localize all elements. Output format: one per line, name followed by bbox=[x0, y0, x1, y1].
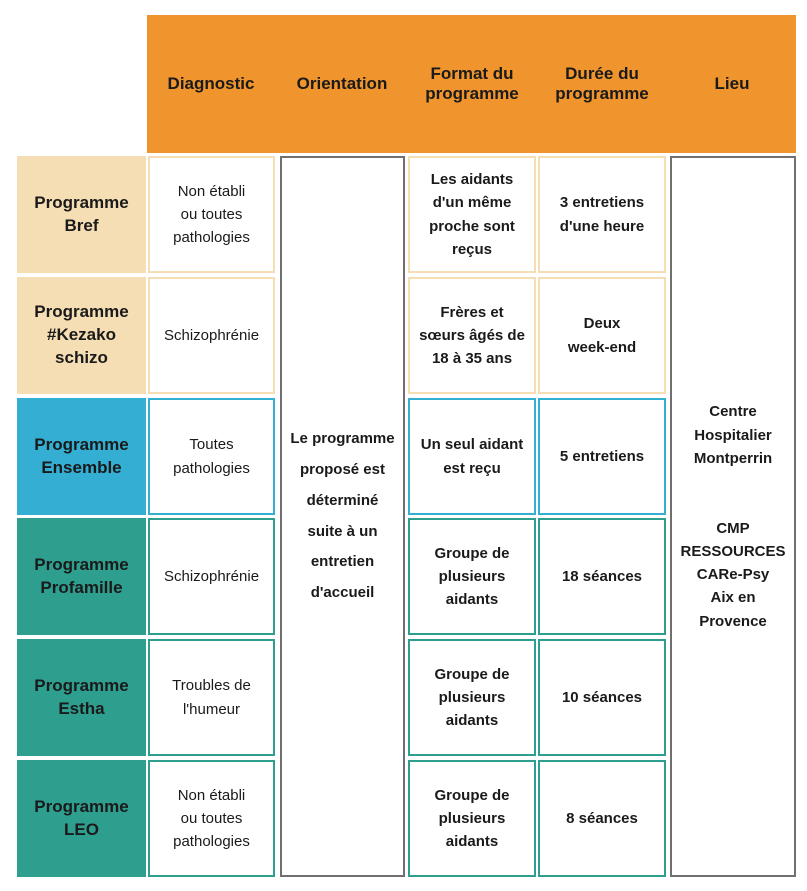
row-label-ensemble: Programme Ensemble bbox=[17, 398, 146, 515]
row-label-bref: Programme Bref bbox=[17, 156, 146, 273]
header-format: Format du programme bbox=[425, 63, 519, 103]
cell-diagnostic-ensemble: Toutes pathologies bbox=[148, 398, 275, 515]
cell-diagnostic-bref: Non établi ou toutes pathologies bbox=[148, 156, 275, 273]
cell-format-ensemble: Un seul aidant est reçu bbox=[408, 398, 536, 515]
cell-duree-profamille: 18 séances bbox=[538, 518, 666, 635]
cell-format-estha: Groupe de plusieurs aidants bbox=[408, 639, 536, 756]
cell-duree-kezako: Deux week-end bbox=[538, 277, 666, 394]
header-diagnostic: Diagnostic bbox=[167, 73, 255, 93]
cell-format-profamille: Groupe de plusieurs aidants bbox=[408, 518, 536, 635]
header-orientation: Orientation bbox=[296, 73, 388, 93]
cell-diagnostic-kezako: Schizophrénie bbox=[148, 277, 275, 394]
cell-diagnostic-leo: Non établi ou toutes pathologies bbox=[148, 760, 275, 877]
cell-format-bref: Les aidants d'un même proche sont reçus bbox=[408, 156, 536, 273]
header-lieu: Lieu bbox=[714, 73, 750, 93]
cell-format-kezako: Frères et sœurs âgés de 18 à 35 ans bbox=[408, 277, 536, 394]
orientation-cell: Le programme proposé est déterminé suite à un entretien d'accueil bbox=[280, 156, 405, 877]
row-label-estha: Programme Estha bbox=[17, 639, 146, 756]
cell-duree-estha: 10 séances bbox=[538, 639, 666, 756]
row-label-leo: Programme LEO bbox=[17, 760, 146, 877]
header-duree: Durée du programme bbox=[555, 63, 649, 103]
cell-duree-bref: 3 entretiens d'une heure bbox=[538, 156, 666, 273]
row-label-profamille: Programme Profamille bbox=[17, 518, 146, 635]
cell-diagnostic-profamille: Schizophrénie bbox=[148, 518, 275, 635]
cell-diagnostic-estha: Troubles de l'humeur bbox=[148, 639, 275, 756]
cell-duree-ensemble: 5 entretiens bbox=[538, 398, 666, 515]
cell-duree-leo: 8 séances bbox=[538, 760, 666, 877]
row-label-kezako: Programme #Kezako schizo bbox=[17, 277, 146, 394]
cell-format-leo: Groupe de plusieurs aidants bbox=[408, 760, 536, 877]
lieu-cell: Centre Hospitalier Montperrin CMP RESSOURCES CARe-Psy Aix en Provence bbox=[670, 156, 796, 877]
